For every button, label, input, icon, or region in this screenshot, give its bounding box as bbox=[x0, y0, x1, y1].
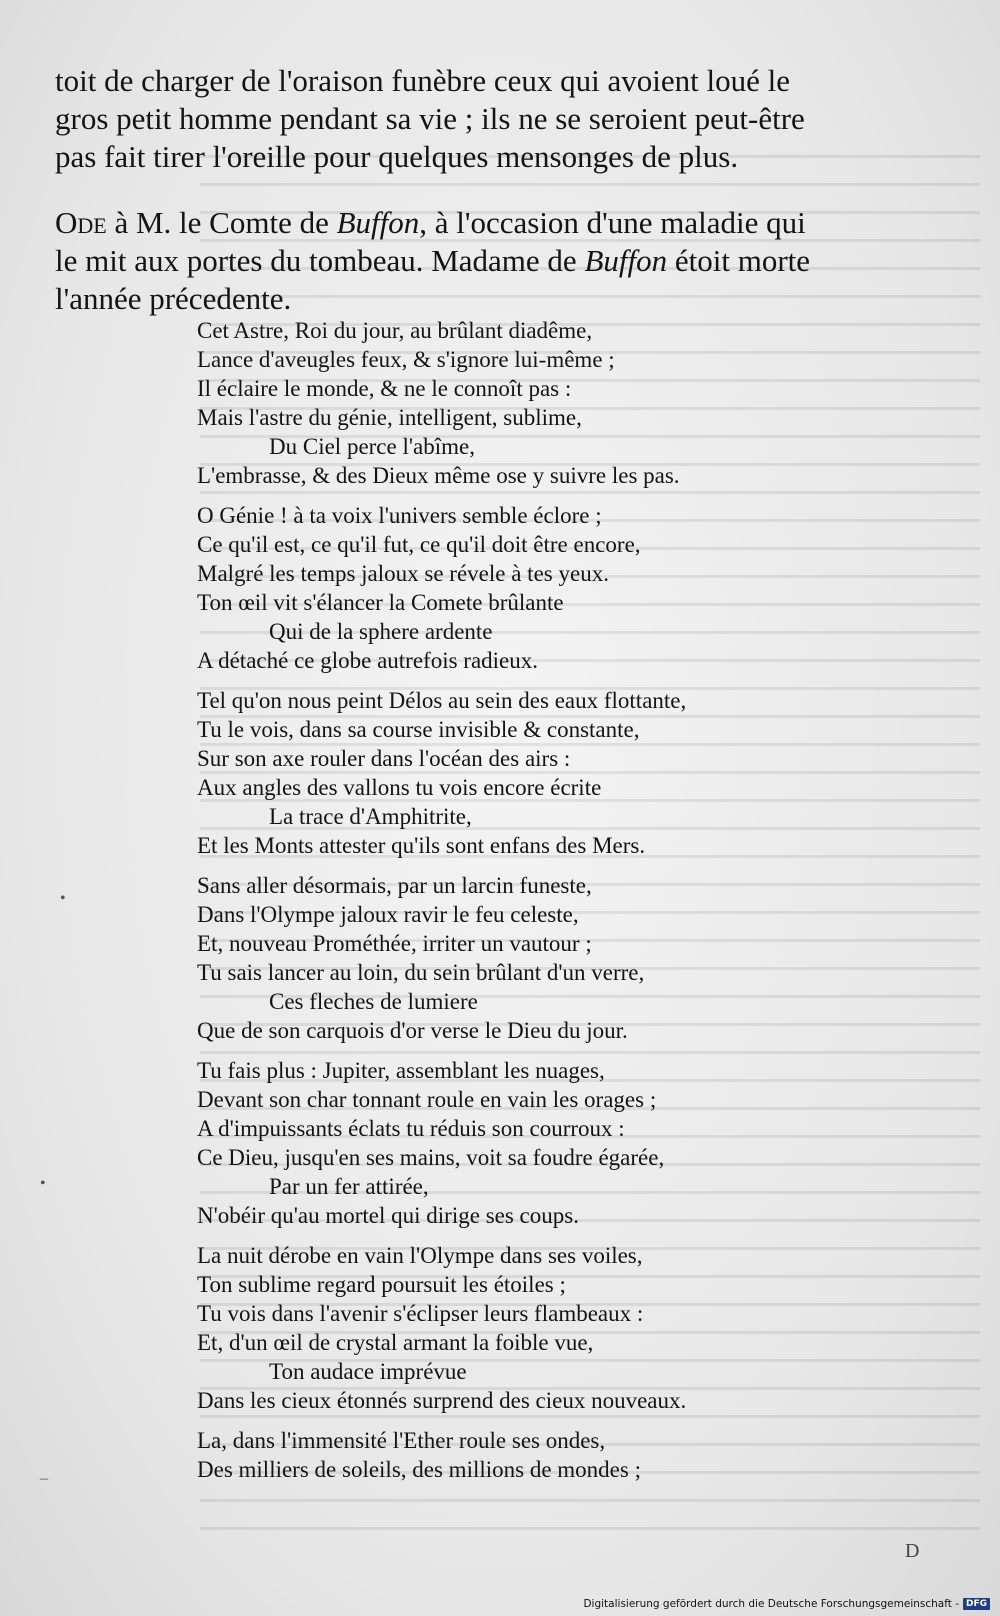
prose-line: gros petit homme pendant sa vie ; ils ne se seroient peut-être bbox=[55, 101, 805, 136]
verse-line: Par un fer attirée, bbox=[269, 1174, 429, 1199]
footer-text: Digitalisierung gefördert durch die Deutsche Forschungsgemeinschaft - bbox=[583, 1598, 959, 1610]
digitization-footer bbox=[583, 1598, 990, 1610]
verse-line: Tu sais lancer au loin, du sein brûlant d'un verre, bbox=[197, 960, 645, 985]
verse-line: Ton œil vit s'élancer la Comete brûlante bbox=[197, 590, 564, 615]
margin-dot: – bbox=[40, 1470, 48, 1487]
verse-line: Dans les cieux étonnés surprend des cieux nouveaux. bbox=[197, 1388, 687, 1413]
verse-line: Lance d'aveugles feux, & s'ignore lui-même ; bbox=[197, 347, 615, 372]
verse-line: Ces fleches de lumiere bbox=[269, 989, 478, 1014]
verse-line: L'embrasse, & des Dieux même ose y suivre les pas. bbox=[197, 463, 680, 488]
verse-line: A détaché ce globe autrefois radieux. bbox=[197, 648, 539, 673]
verse-line: Ce qu'il est, ce qu'il fut, ce qu'il doit être encore, bbox=[197, 532, 641, 557]
verse-line: Cet Astre, Roi du jour, au brûlant diadême, bbox=[197, 318, 593, 343]
verse-line: Tu fais plus : Jupiter, assemblant les nuages, bbox=[197, 1058, 605, 1083]
verse-line: Tu vois dans l'avenir s'éclipser leurs flambeaux : bbox=[197, 1301, 644, 1326]
verse-line: Ce Dieu, jusqu'en ses mains, voit sa foudre égarée, bbox=[197, 1145, 665, 1170]
verse-line: Et, d'un œil de crystal armant la foible vue, bbox=[197, 1330, 594, 1355]
verse-line: Malgré les temps jaloux se révele à tes yeux. bbox=[197, 561, 609, 586]
verse-line: Tel qu'on nous peint Délos au sein des eaux flottante, bbox=[197, 688, 687, 713]
ode-heading-text: étoit morte bbox=[667, 243, 811, 278]
ode-heading-line-3: l'année précedente. bbox=[55, 281, 292, 316]
ode-heading-line-1 bbox=[55, 204, 935, 242]
buffon-name: Buffon bbox=[336, 205, 420, 240]
verse-line: Aux angles des vallons tu vois encore écrite bbox=[197, 775, 602, 800]
verse-line: Devant son char tonnant roule en vain les orages ; bbox=[197, 1087, 657, 1112]
verse-line: Il éclaire le monde, & ne le connoît pas : bbox=[197, 376, 572, 401]
ode-heading-text: à M. le Comte de bbox=[106, 205, 337, 240]
verse-line: Et les Monts attester qu'ils sont enfans des Mers. bbox=[197, 833, 646, 858]
verse-line: Mais l'astre du génie, intelligent, sublime, bbox=[197, 405, 582, 430]
stanza-gap bbox=[197, 490, 947, 501]
verse-line: Ton audace imprévue bbox=[269, 1359, 467, 1384]
buffon-name: Buffon bbox=[584, 243, 668, 278]
stanza-gap bbox=[197, 1045, 947, 1056]
verse-line: Sur son axe rouler dans l'océan des airs : bbox=[197, 746, 571, 771]
verse-line: N'obéir qu'au mortel qui dirige ses coups. bbox=[197, 1203, 579, 1228]
verse-line: Ton sublime regard poursuit les étoiles ; bbox=[197, 1272, 566, 1297]
margin-dot: • bbox=[40, 1175, 46, 1192]
verse-line: La nuit dérobe en vain l'Olympe dans ses voiles, bbox=[197, 1243, 643, 1268]
verse-line: Qui de la sphere ardente bbox=[269, 619, 493, 644]
dfg-logo: DFG bbox=[963, 1598, 990, 1610]
verse-line: Tu le vois, dans sa course invisible & constante, bbox=[197, 717, 640, 742]
verse-line: Que de son carquois d'or verse le Dieu du jour. bbox=[197, 1018, 628, 1043]
verse-line: Du Ciel perce l'abîme, bbox=[269, 434, 475, 459]
margin-dot: • bbox=[60, 890, 66, 907]
stanza-gap bbox=[197, 1230, 947, 1241]
page-mark: D bbox=[905, 1540, 920, 1562]
ode-heading-text: le mit aux portes du tombeau. Madame de bbox=[55, 243, 585, 278]
verse-line: Des milliers de soleils, des millions de mondes ; bbox=[197, 1457, 641, 1482]
poem bbox=[197, 316, 947, 1484]
stanza-gap bbox=[197, 860, 947, 871]
verse-line: Et, nouveau Prométhée, irriter un vautour ; bbox=[197, 931, 592, 956]
prose-line: pas fait tirer l'oreille pour quelques mensonges de plus. bbox=[55, 139, 739, 174]
ode-heading-text: , à l'occasion d'une maladie qui bbox=[419, 205, 806, 240]
ode-heading bbox=[55, 204, 935, 318]
verse-line: Sans aller désormais, par un larcin funeste, bbox=[197, 873, 592, 898]
verse-line: O Génie ! à ta voix l'univers semble éclore ; bbox=[197, 503, 602, 528]
verse-line: La trace d'Amphitrite, bbox=[269, 804, 472, 829]
stanza-gap bbox=[197, 1415, 947, 1426]
continued-paragraph bbox=[55, 62, 935, 176]
stanza-gap bbox=[197, 675, 947, 686]
verse-line: Dans l'Olympe jaloux ravir le feu celeste, bbox=[197, 902, 579, 927]
ode-heading-line-2 bbox=[55, 242, 935, 280]
verse-line: La, dans l'immensité l'Ether roule ses ondes, bbox=[197, 1428, 606, 1453]
verse-line: A d'impuissants éclats tu réduis son courroux : bbox=[197, 1116, 625, 1141]
prose-line: toit de charger de l'oraison funèbre ceux qui avoient loué le bbox=[55, 63, 790, 98]
ode-word: Ode bbox=[55, 205, 107, 240]
